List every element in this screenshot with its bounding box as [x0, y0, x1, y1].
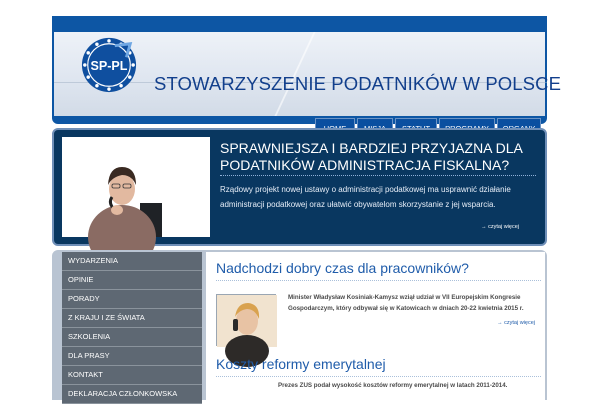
- sidebar-item-wydarzenia[interactable]: WYDARZENIA: [62, 252, 202, 271]
- news-item: [216, 356, 541, 400]
- news-item-read-more-link[interactable]: → czytaj więcej: [497, 320, 535, 326]
- sidebar-menu: [62, 252, 202, 404]
- feature-banner: [52, 128, 547, 246]
- header-top-strip: [52, 16, 547, 32]
- news-item-thumbnail[interactable]: [216, 294, 276, 346]
- news-list: [206, 252, 545, 400]
- logo[interactable]: [80, 36, 138, 94]
- banner-title[interactable]: [220, 140, 540, 174]
- sidebar-item-deklaracja[interactable]: DEKLARACJA CZŁONKOWSKA: [62, 385, 202, 404]
- banner-photo[interactable]: [62, 137, 210, 237]
- banner-title-line-1: SPRAWNIEJSZA I BARDZIEJ PRZYJAZNA DLA: [220, 140, 523, 156]
- sidebar-item-porady[interactable]: PORADY: [62, 290, 202, 309]
- sidebar-item-kontakt[interactable]: KONTAKT: [62, 366, 202, 385]
- banner-title-line-2: PODATNIKÓW ADMINISTRACJA FISKALNA?: [220, 157, 510, 173]
- logo-text: SP-PL: [90, 58, 128, 73]
- sidebar-item-szkolenia[interactable]: SZKOLENIA: [62, 328, 202, 347]
- news-item-text: Prezes ZUS podał wysokość kosztów reformy emerytalnej w latach 2011-2014.: [278, 382, 508, 389]
- sidebar-item-z-kraju[interactable]: Z KRAJU I ZE ŚWIATA: [62, 309, 202, 328]
- site-header: [52, 16, 562, 124]
- news-item-title[interactable]: Nadchodzi dobry czas dla pracowników?: [216, 260, 469, 276]
- sidebar-item-opinie[interactable]: OPINIE: [62, 271, 202, 290]
- sidebar-item-dla-prasy[interactable]: DLA PRASY: [62, 347, 202, 366]
- banner-text: Rządowy projekt nowej ustawy o administracji podatkowej ma usprawnić działanie administracji podatkowej oraz ułatwić obywatelom skorzystanie z jej wsparcia.: [220, 185, 511, 209]
- news-item: [216, 260, 541, 352]
- site-title: STOWARZYSZENIE PODATNIKÓW W POLSCE: [154, 73, 562, 94]
- header-body: [54, 32, 562, 116]
- banner-read-more-link[interactable]: → czytaj więcej: [481, 224, 519, 230]
- news-item-text: Minister Władysław Kosiniak-Kamysz wziął udział w VII Europejskim Kongresie Gospodarczym, który odbywał się w Katowicach w dniach 20-22 kwietnia 2015 r.: [288, 294, 524, 312]
- news-item-title[interactable]: Koszty reformy emerytalnej: [216, 356, 386, 372]
